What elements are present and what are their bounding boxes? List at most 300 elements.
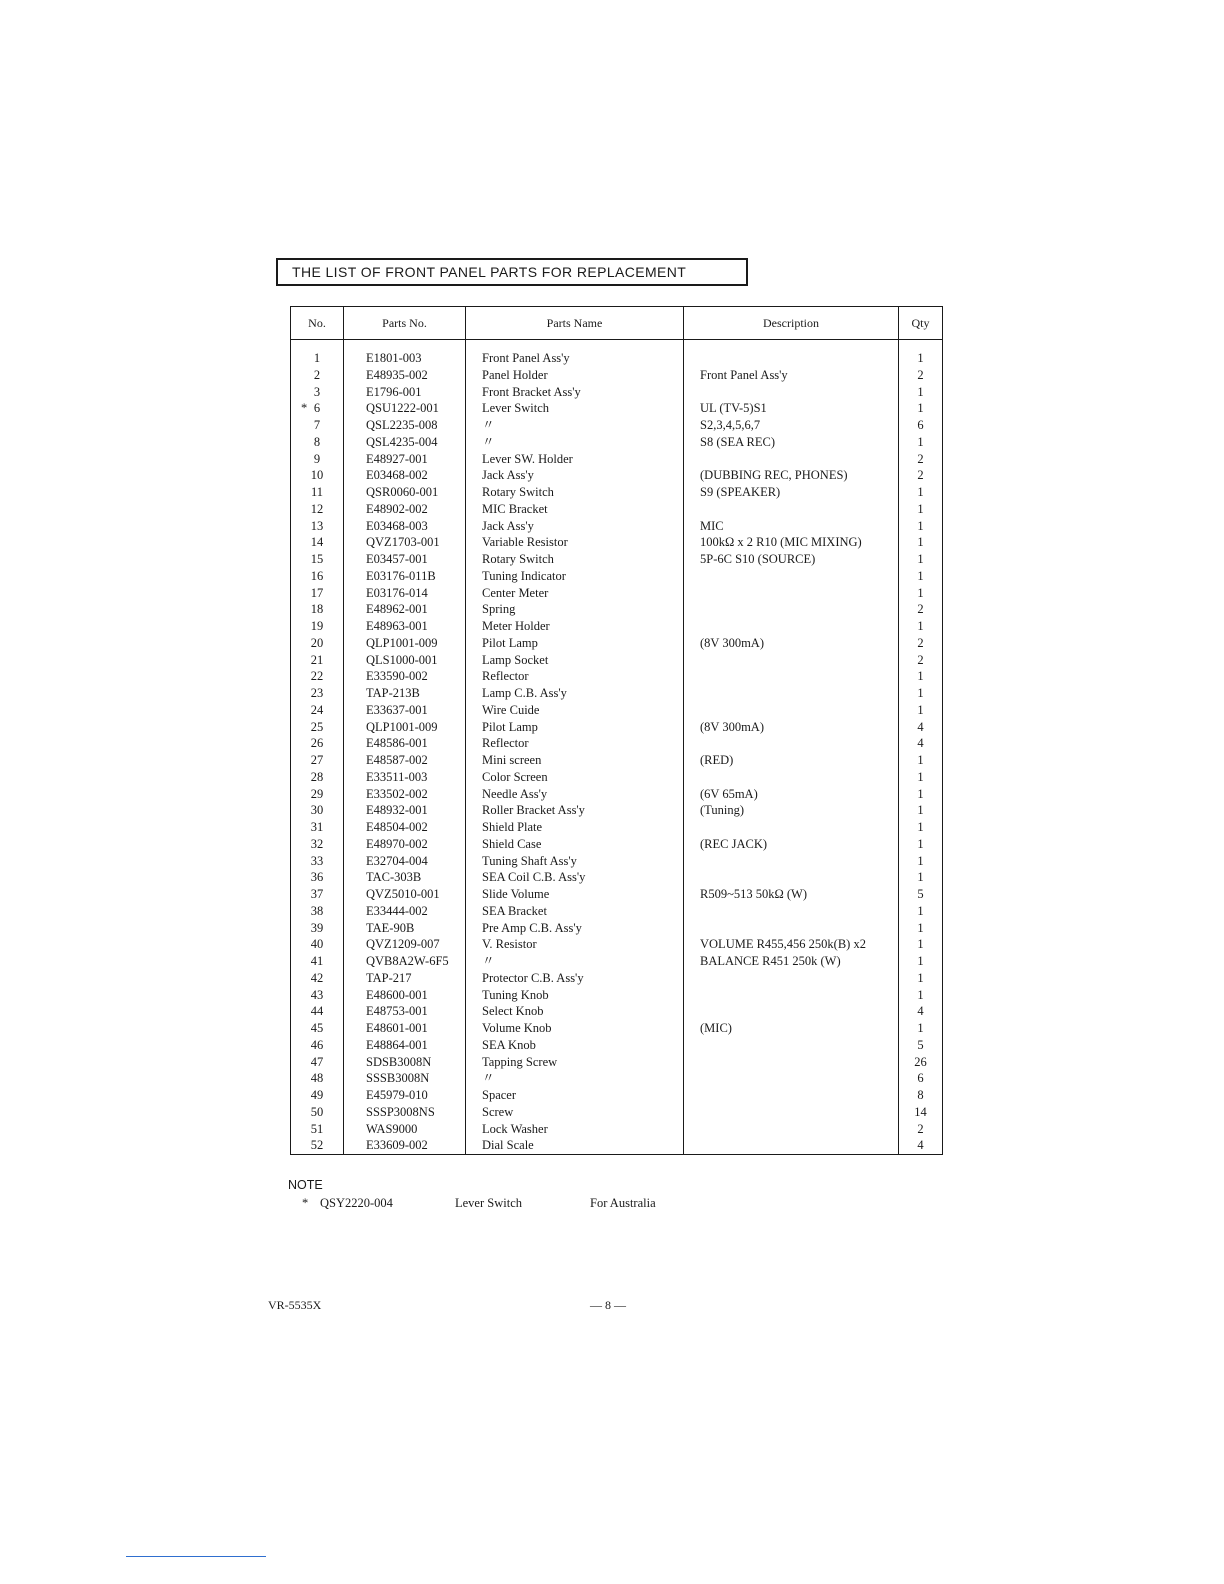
- cell-description: [684, 601, 899, 618]
- item-number: 39: [310, 920, 324, 935]
- item-number: 42: [310, 970, 324, 985]
- cell-description: [684, 618, 899, 635]
- cell-no: [291, 501, 344, 518]
- table-row: [291, 953, 943, 970]
- item-number: 48: [310, 1071, 324, 1086]
- cell-no: [291, 568, 344, 585]
- cell-qty: 6: [899, 417, 943, 434]
- cell-qty: 1: [899, 786, 943, 803]
- cell-description: MIC: [684, 518, 899, 535]
- table-row: [291, 434, 943, 451]
- cell-parts-name: Tapping Screw: [466, 1054, 684, 1071]
- table-row: [291, 618, 943, 635]
- cell-parts-no: QSL2235-008: [344, 417, 466, 434]
- cell-description: S8 (SEA REC): [684, 434, 899, 451]
- cell-no: [291, 685, 344, 702]
- cell-description: S9 (SPEAKER): [684, 484, 899, 501]
- footer-model: VR-5535X: [268, 1298, 322, 1312]
- table-row: [291, 920, 943, 937]
- header-parts-no: Parts No.: [344, 307, 466, 340]
- cell-no: [291, 434, 344, 451]
- cell-parts-name: SEA Bracket: [466, 903, 684, 920]
- cell-parts-no: SSSP3008NS: [344, 1104, 466, 1121]
- table-row: [291, 384, 943, 401]
- cell-description: [684, 585, 899, 602]
- cell-qty: 14: [899, 1104, 943, 1121]
- table-row: [291, 936, 943, 953]
- item-number: 40: [310, 937, 324, 952]
- item-number: 16: [310, 568, 324, 583]
- cell-parts-no: E33590-002: [344, 668, 466, 685]
- cell-parts-name: Mini screen: [466, 752, 684, 769]
- item-number: 29: [310, 786, 324, 801]
- item-number: 36: [310, 870, 324, 885]
- cell-qty: 26: [899, 1054, 943, 1071]
- table-row: [291, 568, 943, 585]
- item-number: 50: [310, 1104, 324, 1119]
- cell-description: [684, 1121, 899, 1138]
- cell-parts-no: QLS1000-001: [344, 652, 466, 669]
- cell-parts-name: Lever SW. Holder: [466, 451, 684, 468]
- cell-parts-name: Panel Holder: [466, 367, 684, 384]
- cell-parts-no: E03176-011B: [344, 568, 466, 585]
- table-row: [291, 987, 943, 1004]
- cell-parts-name: Lamp C.B. Ass'y: [466, 685, 684, 702]
- cell-qty: 1: [899, 936, 943, 953]
- item-number: 14: [310, 535, 324, 550]
- cell-parts-no: E48600-001: [344, 987, 466, 1004]
- cell-no: [291, 1087, 344, 1104]
- cell-parts-no: E45979-010: [344, 1087, 466, 1104]
- table-row: [291, 1070, 943, 1087]
- cell-parts-no: E48902-002: [344, 501, 466, 518]
- cell-description: Front Panel Ass'y: [684, 367, 899, 384]
- cell-description: [684, 853, 899, 870]
- cell-qty: 4: [899, 735, 943, 752]
- cell-qty: 2: [899, 467, 943, 484]
- table-row: [291, 1020, 943, 1037]
- cell-description: [684, 819, 899, 836]
- item-number: 45: [310, 1021, 324, 1035]
- note-parts-name: Lever Switch: [455, 1196, 522, 1210]
- cell-description: S2,3,4,5,6,7: [684, 417, 899, 434]
- table-row: [291, 367, 943, 384]
- cell-description: [684, 384, 899, 401]
- cell-no: [291, 484, 344, 501]
- cell-description: (6V 65mA): [684, 786, 899, 803]
- cell-qty: 1: [899, 501, 943, 518]
- cell-description: 100kΩ x 2 R10 (MIC MIXING): [684, 534, 899, 551]
- item-number: 23: [310, 686, 324, 700]
- cell-parts-no: E48504-002: [344, 819, 466, 836]
- cell-qty: 1: [899, 585, 943, 602]
- item-number: 52: [310, 1138, 324, 1153]
- cell-parts-no: QLP1001-009: [344, 635, 466, 652]
- table-row: [291, 1037, 943, 1054]
- cell-parts-no: E48753-001: [344, 1003, 466, 1020]
- cell-no: [291, 652, 344, 669]
- table-row: [291, 886, 943, 903]
- cell-parts-no: QVZ1703-001: [344, 534, 466, 551]
- item-number: 10: [310, 468, 324, 483]
- cell-parts-name: Shield Plate: [466, 819, 684, 836]
- cell-parts-no: QVZ5010-001: [344, 886, 466, 903]
- cell-description: [684, 1037, 899, 1054]
- cell-no: [291, 769, 344, 786]
- cell-no: [291, 1003, 344, 1020]
- cell-parts-no: QSU1222-001: [344, 400, 466, 417]
- cell-no: [291, 987, 344, 1004]
- table-row: [291, 819, 943, 836]
- cell-no: [291, 400, 344, 417]
- cell-no: [291, 467, 344, 484]
- cell-description: [684, 769, 899, 786]
- cell-description: [684, 350, 899, 367]
- cell-qty: 4: [899, 1137, 943, 1154]
- cell-description: [684, 1087, 899, 1104]
- cell-no: [291, 802, 344, 819]
- table-row: [291, 400, 943, 417]
- cell-parts-name: Slide Volume: [466, 886, 684, 903]
- cell-parts-name: MIC Bracket: [466, 501, 684, 518]
- cell-parts-no: TAP-217: [344, 970, 466, 987]
- table-row: [291, 417, 943, 434]
- cell-no: [291, 719, 344, 736]
- cell-qty: 1: [899, 668, 943, 685]
- cell-parts-no: QVZ1209-007: [344, 936, 466, 953]
- table-row: [291, 1137, 943, 1154]
- item-number: 9: [313, 451, 321, 466]
- cell-description: [684, 1137, 899, 1154]
- cell-parts-no: E32704-004: [344, 853, 466, 870]
- cell-parts-no: QLP1001-009: [344, 719, 466, 736]
- item-number: 31: [310, 820, 324, 834]
- table-row: [291, 484, 943, 501]
- cell-parts-no: WAS9000: [344, 1121, 466, 1138]
- cell-parts-name: Reflector: [466, 735, 684, 752]
- cell-description: (8V 300mA): [684, 719, 899, 736]
- cell-description: UL (TV-5)S1: [684, 400, 899, 417]
- item-number: 22: [310, 669, 324, 684]
- item-number: 7: [313, 418, 321, 432]
- cell-parts-no: E33502-002: [344, 786, 466, 803]
- cell-parts-name: Reflector: [466, 668, 684, 685]
- cell-no: [291, 1020, 344, 1037]
- cell-parts-name: 〃: [466, 434, 684, 451]
- cell-parts-name: Dial Scale: [466, 1137, 684, 1154]
- table-header-row: [291, 307, 943, 340]
- cell-no: [291, 635, 344, 652]
- cell-parts-no: E33637-001: [344, 702, 466, 719]
- cell-qty: 1: [899, 903, 943, 920]
- table-row: [291, 769, 943, 786]
- cell-parts-name: Wire Cuide: [466, 702, 684, 719]
- cell-no: [291, 1054, 344, 1071]
- cell-description: [684, 685, 899, 702]
- header-no: No.: [291, 307, 344, 340]
- item-number: 33: [310, 853, 324, 868]
- item-number: 46: [310, 1037, 324, 1052]
- cell-no: [291, 350, 344, 367]
- table-row: [291, 585, 943, 602]
- table-row: [291, 836, 943, 853]
- cell-qty: 1: [899, 434, 943, 451]
- item-number: 32: [310, 836, 324, 851]
- table-row: [291, 903, 943, 920]
- cell-no: [291, 1070, 344, 1087]
- cell-no: [291, 518, 344, 535]
- cell-description: BALANCE R451 250k (W): [684, 953, 899, 970]
- cell-parts-no: E1801-003: [344, 350, 466, 367]
- parts-table: [290, 306, 943, 1155]
- cell-qty: 8: [899, 1087, 943, 1104]
- cell-parts-name: Lamp Socket: [466, 652, 684, 669]
- cell-description: (RED): [684, 752, 899, 769]
- item-number: 20: [310, 635, 324, 650]
- table-row: [291, 685, 943, 702]
- cell-parts-no: E03457-001: [344, 551, 466, 568]
- cell-description: [684, 735, 899, 752]
- cell-description: [684, 1054, 899, 1071]
- cell-qty: 1: [899, 953, 943, 970]
- cell-description: [684, 1003, 899, 1020]
- cell-no: [291, 953, 344, 970]
- cell-parts-no: E48963-001: [344, 618, 466, 635]
- asterisk-mark: *: [301, 401, 308, 416]
- cell-parts-no: E48587-002: [344, 752, 466, 769]
- cell-no: [291, 1104, 344, 1121]
- note-description: For Australia: [590, 1196, 656, 1210]
- cell-qty: 1: [899, 769, 943, 786]
- table-row: [291, 668, 943, 685]
- note-label: NOTE: [288, 1178, 323, 1192]
- item-number: 28: [310, 769, 324, 784]
- cell-parts-no: E33444-002: [344, 903, 466, 920]
- item-number: 27: [310, 753, 324, 767]
- cell-parts-name: Volume Knob: [466, 1020, 684, 1037]
- item-number: 37: [310, 887, 324, 901]
- spacer-row: [291, 340, 943, 351]
- item-number: 49: [310, 1088, 324, 1102]
- cell-no: [291, 936, 344, 953]
- cell-description: [684, 1070, 899, 1087]
- table-row: [291, 534, 943, 551]
- cell-parts-no: E48864-001: [344, 1037, 466, 1054]
- cell-no: [291, 551, 344, 568]
- cell-qty: 1: [899, 518, 943, 535]
- cell-parts-no: E48927-001: [344, 451, 466, 468]
- cell-description: [684, 970, 899, 987]
- cell-description: [684, 987, 899, 1004]
- cell-description: [684, 1104, 899, 1121]
- cell-qty: 2: [899, 635, 943, 652]
- item-number: 18: [310, 602, 324, 617]
- cell-qty: 1: [899, 802, 943, 819]
- cell-parts-name: V. Resistor: [466, 936, 684, 953]
- header-description: Description: [684, 307, 899, 340]
- cell-qty: 1: [899, 551, 943, 568]
- cell-parts-no: E03468-003: [344, 518, 466, 535]
- cell-no: [291, 836, 344, 853]
- cell-description: [684, 652, 899, 669]
- table-row: [291, 1104, 943, 1121]
- cell-no: [291, 786, 344, 803]
- cell-parts-name: Meter Holder: [466, 618, 684, 635]
- cell-qty: 1: [899, 534, 943, 551]
- cell-description: [684, 702, 899, 719]
- cell-no: [291, 853, 344, 870]
- cell-description: (DUBBING REC, PHONES): [684, 467, 899, 484]
- cell-no: [291, 585, 344, 602]
- note-parts-no: QSY2220-004: [320, 1196, 393, 1210]
- cell-no: [291, 1137, 344, 1154]
- cell-parts-name: Front Bracket Ass'y: [466, 384, 684, 401]
- cell-parts-name: Screw: [466, 1104, 684, 1121]
- table-row: [291, 802, 943, 819]
- cell-qty: 2: [899, 1121, 943, 1138]
- cell-parts-name: Pilot Lamp: [466, 635, 684, 652]
- cell-parts-name: Pilot Lamp: [466, 719, 684, 736]
- cell-description: (REC JACK): [684, 836, 899, 853]
- cell-parts-name: 〃: [466, 1070, 684, 1087]
- table-row: [291, 970, 943, 987]
- cell-no: [291, 1121, 344, 1138]
- item-number: 51: [310, 1121, 324, 1136]
- cell-parts-name: Tuning Shaft Ass'y: [466, 853, 684, 870]
- cell-qty: 1: [899, 836, 943, 853]
- cell-qty: 2: [899, 601, 943, 618]
- cell-parts-name: Lever Switch: [466, 400, 684, 417]
- cell-description: [684, 920, 899, 937]
- cell-no: [291, 534, 344, 551]
- cell-parts-name: Tuning Knob: [466, 987, 684, 1004]
- cell-no: [291, 384, 344, 401]
- cell-qty: 1: [899, 400, 943, 417]
- item-number: 41: [310, 954, 324, 968]
- cell-qty: 1: [899, 384, 943, 401]
- cell-parts-no: TAC-303B: [344, 869, 466, 886]
- cell-no: [291, 367, 344, 384]
- cell-description: [684, 869, 899, 886]
- table-row: [291, 451, 943, 468]
- note-mark: *: [302, 1196, 309, 1210]
- cell-parts-no: E48935-002: [344, 367, 466, 384]
- item-number: 25: [310, 719, 324, 734]
- table-row: [291, 702, 943, 719]
- cell-description: (MIC): [684, 1020, 899, 1037]
- cell-qty: 4: [899, 719, 943, 736]
- table-row: [291, 652, 943, 669]
- cell-no: [291, 920, 344, 937]
- cell-no: [291, 869, 344, 886]
- cell-qty: 1: [899, 970, 943, 987]
- bottom-rule: [126, 1556, 266, 1557]
- cell-parts-no: E48962-001: [344, 601, 466, 618]
- table-row: [291, 601, 943, 618]
- cell-parts-name: Needle Ass'y: [466, 786, 684, 803]
- cell-parts-name: Spring: [466, 601, 684, 618]
- item-number: 24: [310, 702, 324, 717]
- cell-qty: 1: [899, 685, 943, 702]
- item-number: 30: [310, 803, 324, 818]
- table-row: [291, 350, 943, 367]
- table-row: [291, 518, 943, 535]
- cell-qty: 2: [899, 367, 943, 384]
- cell-parts-no: SDSB3008N: [344, 1054, 466, 1071]
- table-row: [291, 467, 943, 484]
- table-row: [291, 1054, 943, 1071]
- cell-parts-name: Center Meter: [466, 585, 684, 602]
- table-row: [291, 635, 943, 652]
- cell-qty: 1: [899, 752, 943, 769]
- cell-description: R509~513 50kΩ (W): [684, 886, 899, 903]
- cell-no: [291, 417, 344, 434]
- cell-parts-no: E33609-002: [344, 1137, 466, 1154]
- cell-qty: 2: [899, 652, 943, 669]
- cell-parts-no: QSL4235-004: [344, 434, 466, 451]
- cell-qty: 1: [899, 819, 943, 836]
- cell-no: [291, 735, 344, 752]
- cell-parts-no: TAE-90B: [344, 920, 466, 937]
- cell-parts-name: Protector C.B. Ass'y: [466, 970, 684, 987]
- item-number: 19: [310, 619, 324, 633]
- cell-no: [291, 1037, 344, 1054]
- item-number: 8: [313, 434, 321, 449]
- cell-parts-no: SSSB3008N: [344, 1070, 466, 1087]
- cell-parts-no: E03468-002: [344, 467, 466, 484]
- cell-parts-name: Lock Washer: [466, 1121, 684, 1138]
- cell-qty: 1: [899, 1020, 943, 1037]
- cell-no: [291, 886, 344, 903]
- table-row: [291, 1003, 943, 1020]
- cell-parts-no: E33511-003: [344, 769, 466, 786]
- cell-parts-no: E48586-001: [344, 735, 466, 752]
- cell-parts-name: 〃: [466, 417, 684, 434]
- cell-parts-name: Pre Amp C.B. Ass'y: [466, 920, 684, 937]
- page-title: THE LIST OF FRONT PANEL PARTS FOR REPLACEMENT: [276, 258, 748, 286]
- cell-qty: 1: [899, 484, 943, 501]
- table-row: [291, 735, 943, 752]
- cell-parts-name: SEA Knob: [466, 1037, 684, 1054]
- table-row: [291, 551, 943, 568]
- cell-parts-name: Jack Ass'y: [466, 518, 684, 535]
- cell-description: [684, 501, 899, 518]
- cell-parts-name: Select Knob: [466, 1003, 684, 1020]
- item-number: 3: [313, 384, 321, 399]
- item-number: 15: [310, 552, 324, 566]
- cell-no: [291, 819, 344, 836]
- cell-description: [684, 451, 899, 468]
- item-number: 21: [310, 652, 324, 667]
- item-number: 47: [310, 1054, 324, 1069]
- cell-parts-name: Jack Ass'y: [466, 467, 684, 484]
- cell-no: [291, 752, 344, 769]
- cell-qty: 1: [899, 568, 943, 585]
- cell-description: (Tuning): [684, 802, 899, 819]
- cell-description: 5P-6C S10 (SOURCE): [684, 551, 899, 568]
- cell-qty: 5: [899, 1037, 943, 1054]
- cell-description: [684, 668, 899, 685]
- cell-no: [291, 903, 344, 920]
- table-row: [291, 1087, 943, 1104]
- cell-qty: 1: [899, 618, 943, 635]
- cell-qty: 1: [899, 702, 943, 719]
- table-row: [291, 853, 943, 870]
- item-number: 43: [310, 987, 324, 1002]
- cell-no: [291, 668, 344, 685]
- item-number: 44: [310, 1004, 324, 1019]
- cell-parts-name: SEA Coil C.B. Ass'y: [466, 869, 684, 886]
